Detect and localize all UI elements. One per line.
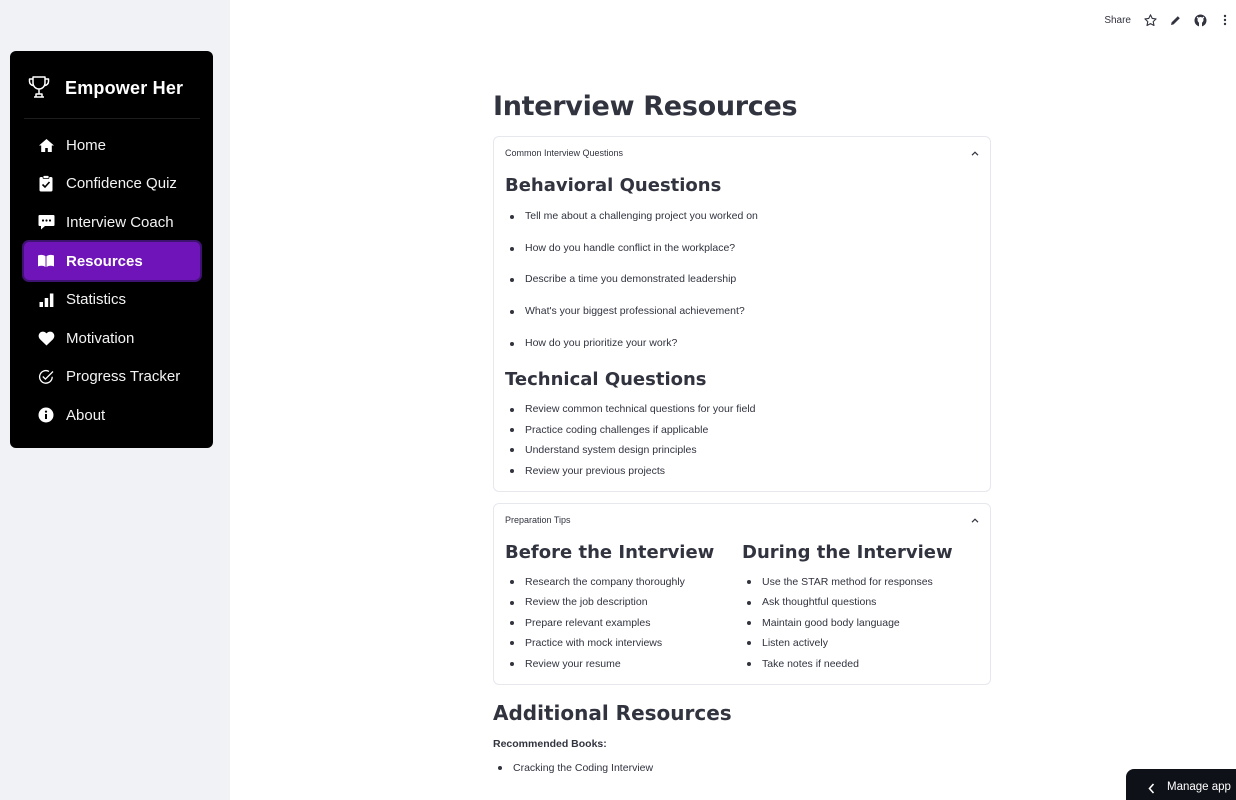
technical-questions-heading: Technical Questions <box>505 369 707 391</box>
list-item: Ask thoughtful questions <box>742 592 979 612</box>
sidebar-item-home[interactable] <box>24 126 200 165</box>
sidebar-item-interview-coach[interactable] <box>24 203 200 242</box>
expander-title: Common Interview Questions <box>505 148 624 158</box>
top-toolbar <box>1104 10 1236 30</box>
chat-bubble-icon <box>37 213 55 231</box>
sidebar-item-label: Home <box>66 136 107 154</box>
sidebar-item-label: Confidence Quiz <box>66 175 177 193</box>
list-item: Practice coding challenges if applicable <box>505 420 979 440</box>
manage-app-button[interactable] <box>1126 769 1236 800</box>
list-item: Maintain good body language <box>742 613 979 633</box>
list-item: Use the STAR method for responses <box>742 572 979 592</box>
list-item: Describe a time you demonstrated leadership <box>505 264 979 296</box>
list-item: Research the company thoroughly <box>505 572 742 592</box>
sidebar-item-confidence-quiz[interactable] <box>24 165 200 204</box>
share-button[interactable]: Share <box>1104 14 1131 26</box>
sidebar-item-about[interactable] <box>24 396 200 435</box>
expander-body <box>494 173 990 491</box>
additional-resources-heading: Additional Resources <box>493 700 732 725</box>
sidebar-item-label: Interview Coach <box>66 213 174 231</box>
sidebar-item-label: Progress Tracker <box>66 368 181 386</box>
list-item: Tell me about a challenging project you worked on <box>505 201 979 233</box>
check-circle-icon <box>37 368 55 386</box>
common-questions-expander <box>493 136 991 492</box>
list-item: How do you handle conflict in the workplace? <box>505 233 979 265</box>
brand <box>28 75 183 101</box>
before-interview-heading: Before the Interview <box>505 542 715 563</box>
sidebar-item-label: Resources <box>66 252 143 270</box>
sidebar-item-label: About <box>66 406 106 424</box>
sidebar-item-label: Motivation <box>66 329 135 347</box>
sidebar-item-label: Statistics <box>66 291 127 309</box>
chevron-up-icon <box>971 515 979 525</box>
info-icon <box>37 406 55 424</box>
expander-header[interactable] <box>494 137 990 169</box>
sidebar-item-statistics[interactable] <box>24 280 200 319</box>
open-book-icon <box>37 252 55 270</box>
app-title: Empower Her <box>65 77 184 98</box>
before-interview-column <box>505 536 742 674</box>
sidebar-item-motivation[interactable] <box>24 319 200 358</box>
list-item: Review the job description <box>505 592 742 612</box>
list-item: Prepare relevant examples <box>505 613 742 633</box>
during-interview-heading: During the Interview <box>742 542 953 563</box>
trophy-icon <box>28 75 50 101</box>
clipboard-check-icon <box>37 175 55 193</box>
recommended-books-list <box>493 758 991 778</box>
expander-body <box>494 536 990 684</box>
chevron-left-icon <box>1148 781 1155 795</box>
sidebar <box>0 0 230 800</box>
page-title: Interview Resources <box>493 91 798 122</box>
behavioral-questions-heading: Behavioral Questions <box>505 175 722 196</box>
during-interview-column <box>742 536 979 674</box>
list-item: Practice with mock interviews <box>505 633 742 653</box>
technical-questions-list <box>505 399 979 481</box>
main-content <box>493 88 991 778</box>
kebab-menu-icon[interactable] <box>1218 13 1232 27</box>
expander-header[interactable] <box>494 504 990 536</box>
list-item: Listen actively <box>742 633 979 653</box>
pencil-icon[interactable] <box>1168 13 1182 27</box>
chevron-up-icon <box>971 148 979 158</box>
preparation-tips-expander <box>493 503 991 685</box>
list-item: Take notes if needed <box>742 654 979 674</box>
sidebar-nav <box>24 126 200 435</box>
list-item: What's your biggest professional achievement? <box>505 296 979 328</box>
expander-title: Preparation Tips <box>505 515 571 525</box>
list-item: Review common technical questions for your field <box>505 399 979 419</box>
list-item: Review your previous projects <box>505 461 979 481</box>
house-icon <box>37 136 55 154</box>
bar-chart-icon <box>37 291 55 309</box>
before-interview-list <box>505 572 742 674</box>
sidebar-item-resources[interactable] <box>24 242 200 281</box>
list-item: Cracking the Coding Interview <box>493 758 991 778</box>
list-item: How do you prioritize your work? <box>505 328 979 360</box>
list-item: Review your resume <box>505 654 742 674</box>
brand-divider <box>24 118 200 119</box>
list-item: Understand system design principles <box>505 440 979 460</box>
behavioral-questions-list <box>505 201 979 359</box>
manage-app-label: Manage app <box>1167 781 1231 793</box>
recommended-books-label: Recommended Books: <box>493 737 607 750</box>
github-icon[interactable] <box>1193 13 1207 27</box>
heart-icon <box>37 329 55 347</box>
sidebar-item-progress-tracker[interactable] <box>24 358 200 397</box>
star-icon[interactable] <box>1143 13 1157 27</box>
during-interview-list <box>742 572 979 674</box>
